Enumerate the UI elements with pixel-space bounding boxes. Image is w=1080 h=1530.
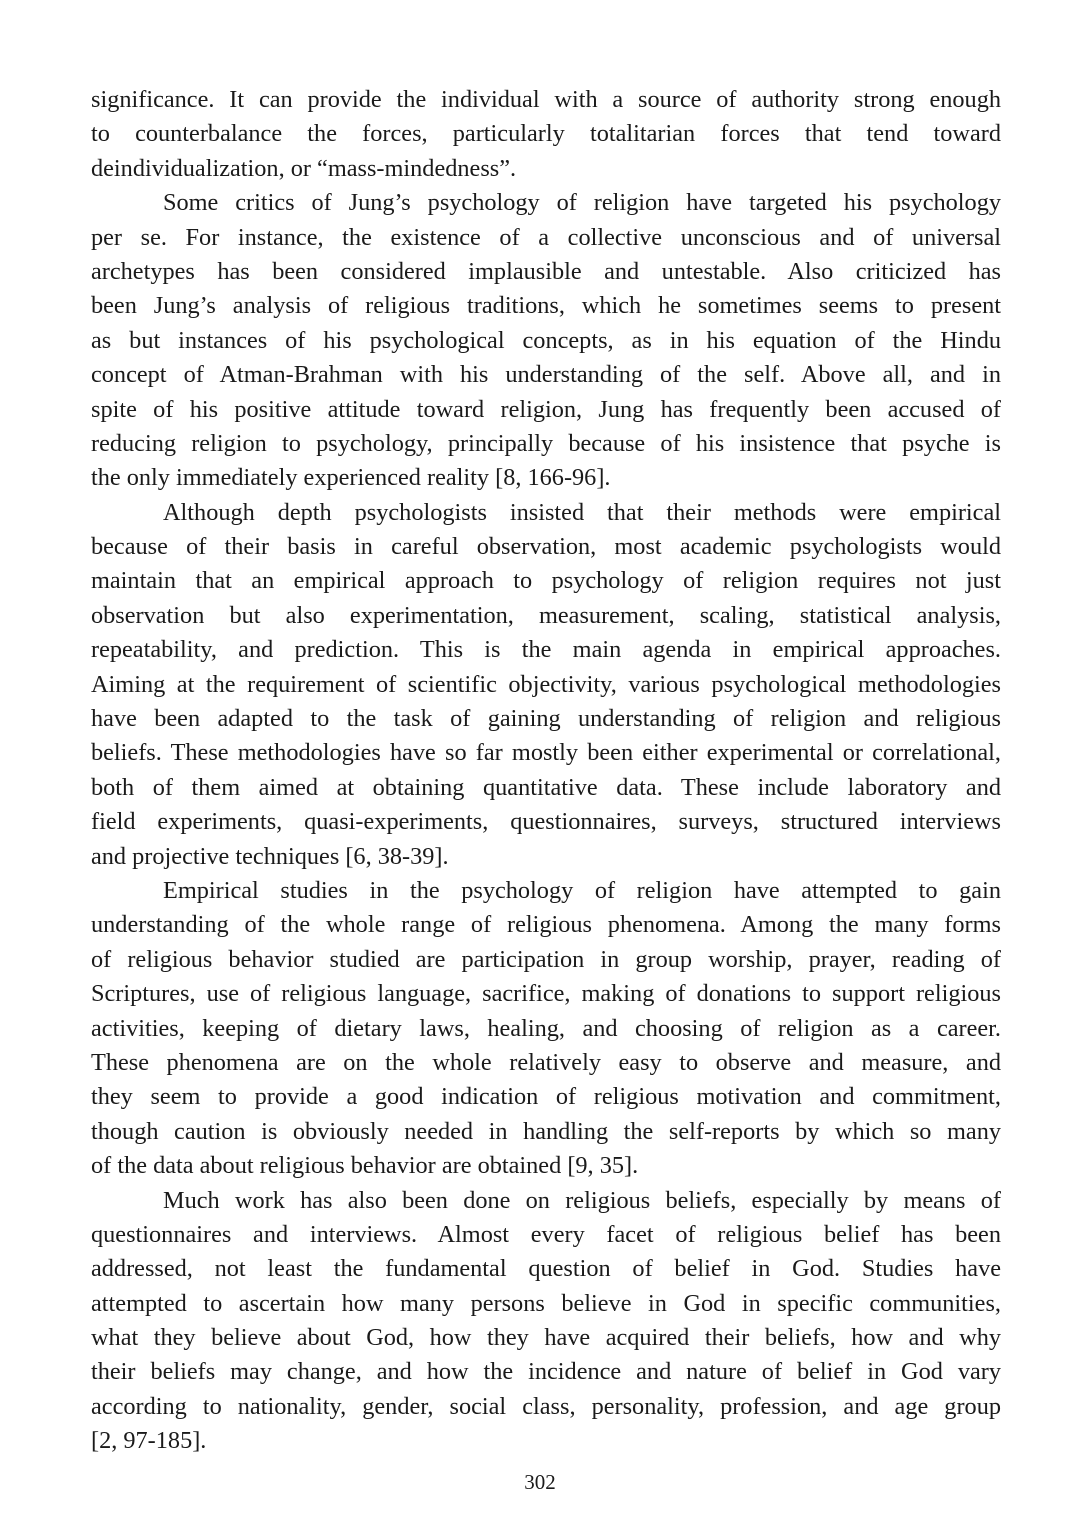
- text-line: Although depth psychologists insisted that their methods were empirical: [163, 498, 1001, 526]
- text-line: of religious behavior studied are participation in group worship, prayer, reading of: [91, 945, 1001, 973]
- text-line: what they believe about God, how they have acquired their beliefs, how and why: [91, 1324, 1001, 1352]
- text-line: because of their basis in careful observation, most academic psychologists would: [91, 533, 1001, 561]
- text-line: deindividualization, or “mass-mindedness”.: [91, 154, 517, 182]
- text-line: as but instances of his psychological concepts, as in his equation of the Hindu: [91, 326, 1001, 354]
- text-line: have been adapted to the task of gaining understanding of religion and religious: [91, 705, 1001, 733]
- text-line: reducing religion to psychology, principally because of his insistence that psyche is: [91, 429, 1001, 457]
- text-line: activities, keeping of dietary laws, healing, and choosing of religion as a career.: [91, 1014, 1001, 1042]
- paragraph: [91, 1184, 1001, 1459]
- text-line: their beliefs may change, and how the incidence and nature of belief in God vary: [91, 1358, 1001, 1386]
- text-line: the only immediately experienced reality [8, 166-96].: [91, 464, 611, 492]
- text-line: field experiments, quasi-experiments, questionnaires, surveys, structured interviews: [91, 808, 1001, 836]
- text-line: significance. It can provide the individual with a source of authority strong enough: [91, 86, 1001, 113]
- text-line: These phenomena are on the whole relatively easy to observe and measure, and: [91, 1048, 1001, 1076]
- text-line: they seem to provide a good indication of religious motivation and commitment,: [91, 1083, 1001, 1111]
- text-line: spite of his positive attitude toward religion, Jung has frequently been accused of: [91, 395, 1001, 423]
- text-line: both of them aimed at obtaining quantitative data. These include laboratory and: [91, 773, 1001, 801]
- page-body: [91, 83, 1001, 1459]
- text-line: [2, 97-185].: [91, 1427, 207, 1455]
- page-number: 302: [524, 1470, 556, 1494]
- text-line: Aiming at the requirement of scientific objectivity, various psychological methodologies: [91, 670, 1001, 698]
- text-line: beliefs. These methodologies have so far mostly been either experimental or correlational,: [91, 739, 1001, 767]
- text-line: concept of Atman-Brahman with his understanding of the self. Above all, and in: [91, 361, 1001, 389]
- text-line: maintain that an empirical approach to psychology of religion requires not just: [91, 567, 1001, 595]
- paragraph: [91, 874, 1001, 1184]
- text-line: of the data about religious behavior are obtained [9, 35].: [91, 1152, 639, 1180]
- text-line: Some critics of Jung’s psychology of religion have targeted his psychology: [163, 189, 1001, 217]
- text-line: questionnaires and interviews. Almost every facet of religious belief has been: [91, 1220, 1001, 1248]
- text-line: per se. For instance, the existence of a collective unconscious and of universal: [91, 223, 1001, 251]
- text-line: addressed, not least the fundamental question of belief in God. Studies have: [91, 1255, 1001, 1283]
- text-line: repeatability, and prediction. This is the main agenda in empirical approaches.: [91, 636, 1001, 664]
- text-line: and projective techniques [6, 38-39].: [91, 842, 449, 870]
- text-line: though caution is obviously needed in handling the self-reports by which so many: [91, 1117, 1001, 1145]
- paragraph: [91, 496, 1001, 874]
- paragraph: [91, 186, 1001, 496]
- text-line: according to nationality, gender, social class, personality, profession, and age group: [91, 1392, 1001, 1420]
- text-line: observation but also experimentation, measurement, scaling, statistical analysis,: [91, 601, 1001, 629]
- text-line: Much work has also been done on religious beliefs, especially by means of: [163, 1186, 1001, 1214]
- text-line: to counterbalance the forces, particularly totalitarian forces that tend toward: [91, 120, 1001, 148]
- text-line: understanding of the whole range of religious phenomena. Among the many forms: [91, 911, 1001, 939]
- paragraph: [91, 83, 1001, 186]
- text-line: attempted to ascertain how many persons believe in God in specific communities,: [91, 1289, 1001, 1317]
- text-line: been Jung’s analysis of religious traditions, which he sometimes seems to present: [91, 292, 1001, 320]
- text-line: Empirical studies in the psychology of religion have attempted to gain: [163, 876, 1001, 904]
- text-line: archetypes has been considered implausible and untestable. Also criticized has: [91, 257, 1001, 285]
- text-line: Scriptures, use of religious language, sacrifice, making of donations to support religious: [91, 980, 1001, 1008]
